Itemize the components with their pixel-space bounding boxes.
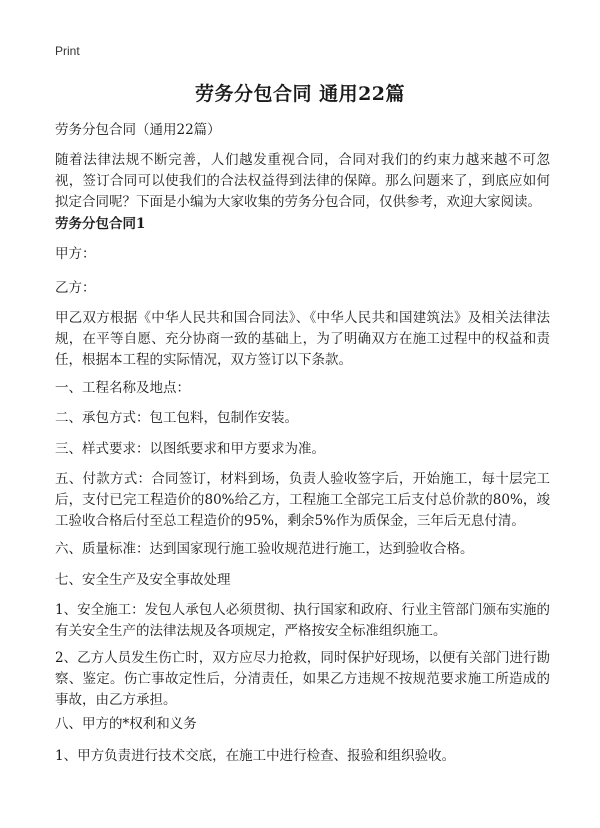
intro-paragraph: 随着法律法规不断完善，人们越发重视合同，合同对我们的约束力越来越不可忽视，签订合同可以使我们的合法权益得到法律的保障。那么问题来了，到底应如何拟定合同呢？下面是小编为大家收集的劳务分包合同，仅供参考，欢迎大家阅读。 xyxy=(55,152,550,210)
clause-party-a-technical-briefing: 1、甲方负责进行技术交底，在施工中进行检查、报验和组织验收。 xyxy=(55,748,456,764)
clause-casualty-handling: 2、乙方人员发生伤亡时，双方应尽力抢救，同时保护好现场，以便有关部门进行勘察、鉴定。伤亡事故定性后，分清责任，如果乙方违规不按规范要求施工所造成的事故，由乙方承担。 xyxy=(55,650,550,708)
clause-party-a-rights-heading: 八、甲方的*权利和义务 xyxy=(55,716,197,732)
section-heading: 劳务分包合同1 xyxy=(55,216,146,232)
party-b-line: 乙方： xyxy=(55,280,96,296)
clause-contract-method: 二、承包方式：包工包料，包制作安装。 xyxy=(55,410,298,426)
clause-project-name: 一、工程名称及地点： xyxy=(55,380,190,396)
clause-safety-heading: 七、安全生产及安全事故处理 xyxy=(55,572,231,588)
print-link[interactable]: Print xyxy=(55,44,80,58)
clause-safety-construction: 1、安全施工：发包人承包人必须贯彻、执行国家和政府、行业主管部门颁布实施的有关安全生产的法律法规及各项规定，严格按安全标准组织施工。 xyxy=(55,602,550,639)
clause-style-requirements: 三、样式要求：以图纸要求和甲方要求为准。 xyxy=(55,441,325,457)
preamble-paragraph: 甲乙双方根据《中华人民共和国合同法》、《中华人民共和国建筑法》及相关法律法规，在平等自愿、充分协商一致的基础上，为了明确双方在施工过程中的权益和责任，根据本工程的实际情况，双方签订以下条款。 xyxy=(55,310,550,368)
document-subtitle: 劳务分包合同（通用22篇） xyxy=(55,122,221,138)
clause-payment-method: 五、付款方式：合同签订，材料到场，负责人验收签字后，开始施工，每十层完工后，支付已完工程造价的80%给乙方，工程施工全部完工后支付总价款的80%，竣工验收合格后付至总工程造价的95%，剩余5%作为质保金，三年后无息付清。 xyxy=(55,471,550,529)
party-a-line: 甲方： xyxy=(55,246,96,262)
document-title: 劳务分包合同 通用22篇 xyxy=(194,83,406,105)
clause-quality-standard: 六、质量标准：达到国家现行施工验收规范进行施工，达到验收合格。 xyxy=(55,541,474,557)
